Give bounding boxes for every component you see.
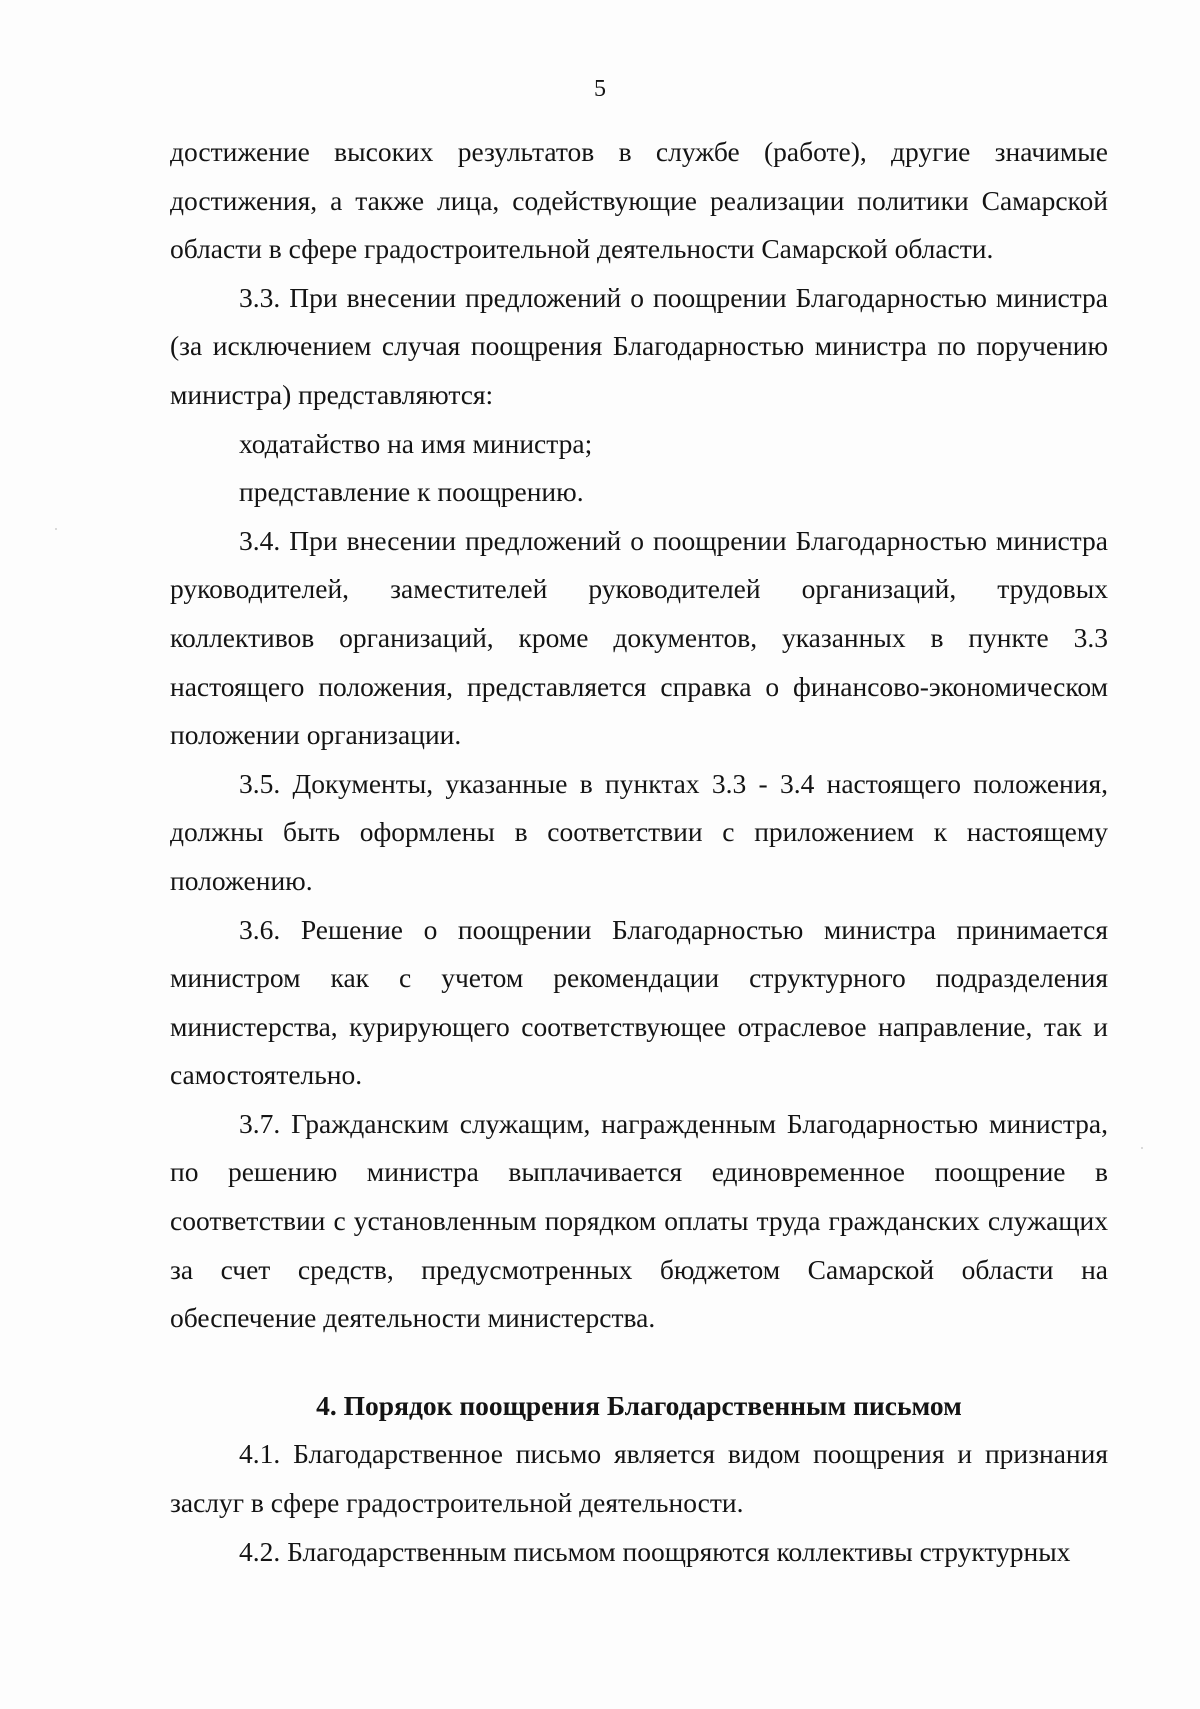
page-number: 5 — [594, 76, 606, 102]
list-item-submission: представление к поощрению. — [239, 476, 584, 508]
scan-speck — [1141, 1147, 1143, 1149]
paragraph-3-6: 3.6. Решение о поощрении Благодарностью министра принимается министром как с учетом рекомендации структурного подразделения министерства, курирующего соответствующее отраслевое направление, так и самостоятельно. — [170, 913, 1108, 1091]
document-body — [170, 128, 1108, 1576]
paragraph-3-7: 3.7. Гражданским служащим, награжденным Благодарностью министра, по решению министра выплачивается единовременное поощрение в соответствии с установленным порядком оплаты труда гражданских служащих за счет средств, предусмотренных бюджетом Самарской области на обеспечение деятельности министерства. — [170, 1107, 1108, 1334]
paragraph-3-4: 3.4. При внесении предложений о поощрении Благодарностью министра руководителей, заместителей руководителей организаций, трудовых коллективов организаций, кроме документов, указанных в пункте 3.3 настоящего положения, представляется справка о финансово-экономическом положении организации. — [170, 524, 1108, 751]
paragraph-3-3: 3.3. При внесении предложений о поощрении Благодарностью министра (за исключением случая поощрения Благодарностью министра по поручению министра) представляются: — [170, 281, 1108, 410]
scan-speck — [55, 528, 57, 530]
section-4-heading: 4. Порядок поощрения Благодарственным письмом — [316, 1389, 962, 1421]
paragraph-continuation: достижение высоких результатов в службе (работе), другие значимые достижения, а также лица, содействующие реализации политики Самарской области в сфере градостроительной деятельности Самарской области. — [170, 136, 1108, 265]
paragraph-4-2: 4.2. Благодарственным письмом поощряются коллективы структурных — [239, 1535, 1071, 1567]
paragraph-4-1: 4.1. Благодарственное письмо является видом поощрения и признания заслуг в сфере градостроительной деятельности. — [170, 1438, 1108, 1519]
list-item-petition: ходатайство на имя министра; — [239, 427, 593, 459]
paragraph-3-5: 3.5. Документы, указанные в пунктах 3.3 - 3.4 настоящего положения, должны быть оформлены в соответствии с приложением к настоящему положению. — [170, 767, 1108, 896]
